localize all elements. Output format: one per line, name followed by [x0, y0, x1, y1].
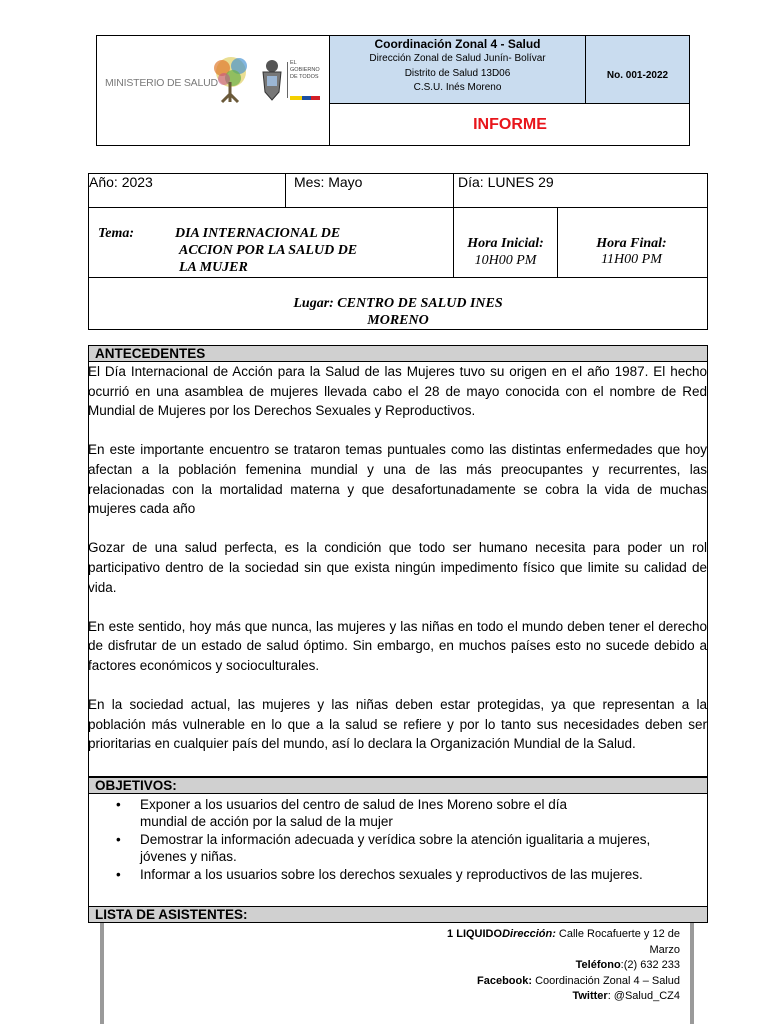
footer-twitter: Twitter: @Salud_CZ4: [572, 990, 680, 1002]
footer-frame-left: [100, 923, 104, 1024]
antecedentes-paragraph-1: El Día Internacional de Acción para la Salud de las Mujeres tuvo su origen en el año 1987. El hecho ocurrió en una asamblea de mujeres llevada cabo el 28 de mayo conocida con el nombre de Red Mundial de Mujeres por los Derechos Sexuales y Reproductivos.: [88, 364, 707, 419]
mes-field: Mes: Mayo: [294, 174, 363, 190]
ministerio-logo: MINISTERIO DE SALUD: [105, 77, 218, 89]
tree-logo-icon: [206, 52, 256, 108]
footer-facebook: Facebook: Coordinación Zonal 4 – Salud: [477, 974, 680, 987]
gobierno-flag-stripe: [290, 96, 320, 100]
objetivo-item: • Exponer a los usuarios del centro de salud de Ines Moreno sobre el día mundial de acción por la salud de la mujer: [116, 797, 568, 829]
antecedentes-paragraph-2: En este importante encuentro se trataron temas puntuales como las distintas enfermedades que hoy afectan a la población femenina mundial y una de las más preocupantes y recurrentes, las relacionadas con la mortalidad materna y que desafortunadamente se cobra la vida de muchas mujeres cada año: [88, 442, 707, 517]
hora-inicial-value: 10H00 PM: [474, 253, 537, 268]
gobierno-divider: [287, 62, 288, 98]
doc-type: INFORME: [473, 116, 547, 133]
org-line-2: Distrito de Salud 13D06: [404, 68, 511, 79]
bullet-icon: •: [116, 832, 121, 847]
anio-field: Año: 2023: [89, 174, 153, 190]
antecedentes-body: [88, 362, 707, 754]
info-row2-bottom: [88, 277, 708, 278]
hora-final-value: 11H00 PM: [601, 252, 662, 267]
antecedentes-paragraph-5: En la sociedad actual, las mujeres y las niñas deben estar protegidas, ya que representan a la población más vulnerable en lo que a la salud se refiere y por lo tanto sus necesidades deben ser prioritarias en cualquier país del mundo, así lo declara la Organización Mundial de la Salud.: [88, 697, 707, 752]
lugar-line-2: MORENO: [367, 313, 429, 328]
objetivos-list: [88, 796, 708, 883]
bullet-icon: •: [116, 867, 121, 882]
objetivo-item: • Informar a los usuarios sobre los derechos sexuales y reproductivos de las mujeres.: [116, 867, 643, 882]
objetivos-header: OBJETIVOS:: [88, 777, 708, 794]
antecedentes-header: ANTECEDENTES: [88, 345, 708, 362]
bullet-icon: •: [116, 797, 121, 812]
hora-inicial-label: Hora Inicial:: [467, 236, 544, 251]
org-title: Coordinación Zonal 4 - Salud: [374, 37, 541, 51]
antecedentes-paragraph-3: Gozar de una salud perfecta, es la condición que todo ser humano necesita para poder un rol participativo dentro de la sociedad sin que exista ningún impedimento físico que limite su calidad de vida.: [88, 540, 707, 595]
footer-telefono: Teléfono:(2) 632 233: [575, 959, 680, 971]
objetivo-item: • Demostrar la información adecuada y verídica sobre la atención igualitaria a mujeres, jóvenes y niñas.: [116, 832, 651, 864]
tema-label: Tema:: [98, 226, 135, 241]
org-line-1: Dirección Zonal de Salud Junín- Bolívar: [369, 53, 546, 64]
tema-line-3: LA MUJER: [179, 260, 248, 275]
tema-line-1: DIA INTERNACIONAL DE: [175, 226, 341, 241]
header-divider-h: [329, 103, 690, 104]
gobierno-logo: EL GOBIERNO DE TODOS: [290, 60, 320, 80]
doc-number: No. 001-2022: [606, 70, 669, 81]
lugar-line-1: Lugar: CENTRO DE SALUD INES: [293, 296, 503, 311]
hora-final-label: Hora Final:: [596, 236, 667, 251]
footer-direccion: 1 LIQUIDODirección: Calle Rocafuerte y 12 de: [447, 928, 680, 940]
info-vline-3: [557, 207, 558, 277]
coat-of-arms-icon: [258, 58, 286, 104]
footer-frame-right: [690, 923, 694, 1024]
dia-field: Día: LUNES 29: [458, 174, 554, 190]
org-line-3: C.S.U. Inés Moreno: [413, 82, 502, 93]
asistentes-header: LISTA DE ASISTENTES:: [88, 906, 708, 923]
footer-direccion-cont: Marzo: [649, 943, 680, 956]
footer-contact: [380, 927, 680, 1005]
antecedentes-paragraph-4: En este sentido, hoy más que nunca, las mujeres y las niñas en todo el mundo deben tener el derecho de disfrutar de un estado de salud óptimo. Sin embargo, en muchos países esto no sucede debido a factores económicos y socioculturales.: [88, 618, 707, 673]
info-row1-bottom: [88, 207, 708, 208]
info-vline-1: [285, 173, 286, 207]
tema-line-2: ACCION POR LA SALUD DE: [179, 243, 358, 258]
